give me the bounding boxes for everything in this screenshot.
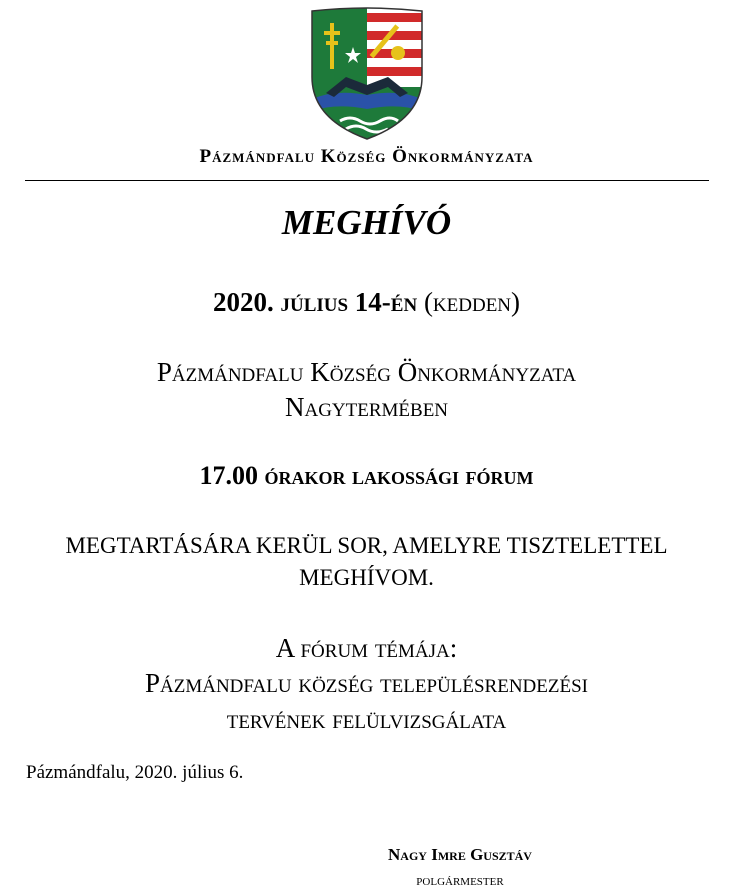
place-and-date: Pázmándfalu, 2020. július 6. (26, 762, 244, 783)
date-weekday: (kedden) (423, 287, 521, 317)
venue-line-2: Nagytermében (284, 392, 449, 422)
document-title: MEGHÍVÓ (281, 203, 452, 242)
time-value: 17.00 (199, 461, 258, 490)
signatory-name: Nagy Imre Gusztáv (388, 845, 532, 864)
venue-line-1: Pázmándfalu Község Önkormányzata (156, 357, 577, 387)
topic-label: A fórum témája: (275, 633, 458, 663)
date-suffix: -én (381, 287, 418, 317)
coat-of-arms-icon (306, 7, 428, 142)
topic-line-1: Pázmándfalu község településrendezési (145, 668, 588, 698)
header-divider (25, 180, 709, 181)
coat-of-arms (306, 7, 428, 142)
time-description: órakor lakossági fórum (264, 461, 534, 490)
organization-header: Pázmándfalu Község Önkormányzata (199, 146, 534, 167)
signatory-title: polgármester (416, 873, 504, 889)
date-day: 14 (354, 287, 382, 317)
event-date (0, 287, 733, 318)
signatory-block (340, 845, 580, 891)
date-year: 2020. (212, 287, 274, 317)
intro-line-1: MEGTARTÁSÁRA KERÜL SOR, AMELYRE TISZTELETTEL (65, 533, 668, 558)
date-month: július (280, 287, 349, 317)
topic-line-2: tervének felülvizsgálata (226, 704, 507, 734)
intro-line-2: MEGHÍVOM. (299, 565, 434, 590)
event-time (0, 461, 733, 491)
